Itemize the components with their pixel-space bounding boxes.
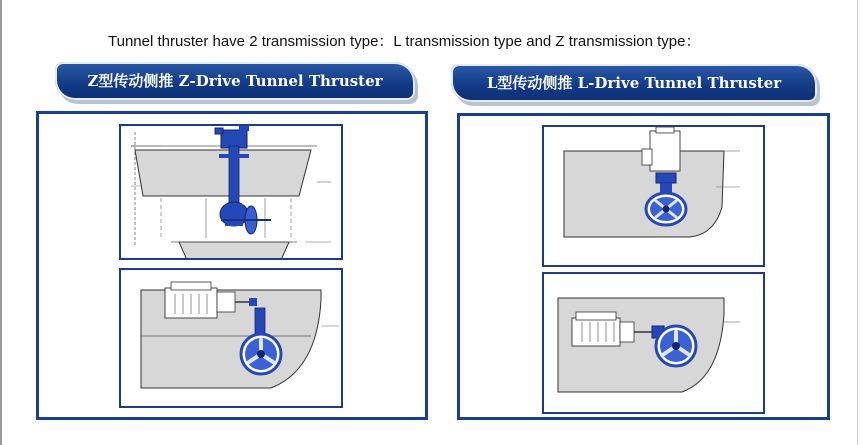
z-drive-section-view	[119, 124, 343, 260]
z-drive-section-diagram	[121, 126, 343, 260]
z-drive-profile-diagram	[121, 270, 343, 408]
right-edge-rule	[857, 0, 858, 445]
l-drive-section-view	[542, 125, 765, 267]
l-drive-banner: L型传动侧推 L-Drive Tunnel Thruster	[451, 64, 817, 102]
left-edge-rule	[0, 0, 2, 445]
z-drive-profile-view	[119, 268, 343, 408]
l-drive-profile-view	[542, 272, 765, 414]
l-drive-profile-diagram	[544, 274, 765, 414]
l-drive-section-diagram	[544, 127, 765, 267]
intro-text: Tunnel thruster have 2 transmission type：L transmission type and Z transmission type：	[108, 33, 701, 50]
z-drive-banner: Z型传动侧推 Z-Drive Tunnel Thruster	[55, 62, 415, 100]
